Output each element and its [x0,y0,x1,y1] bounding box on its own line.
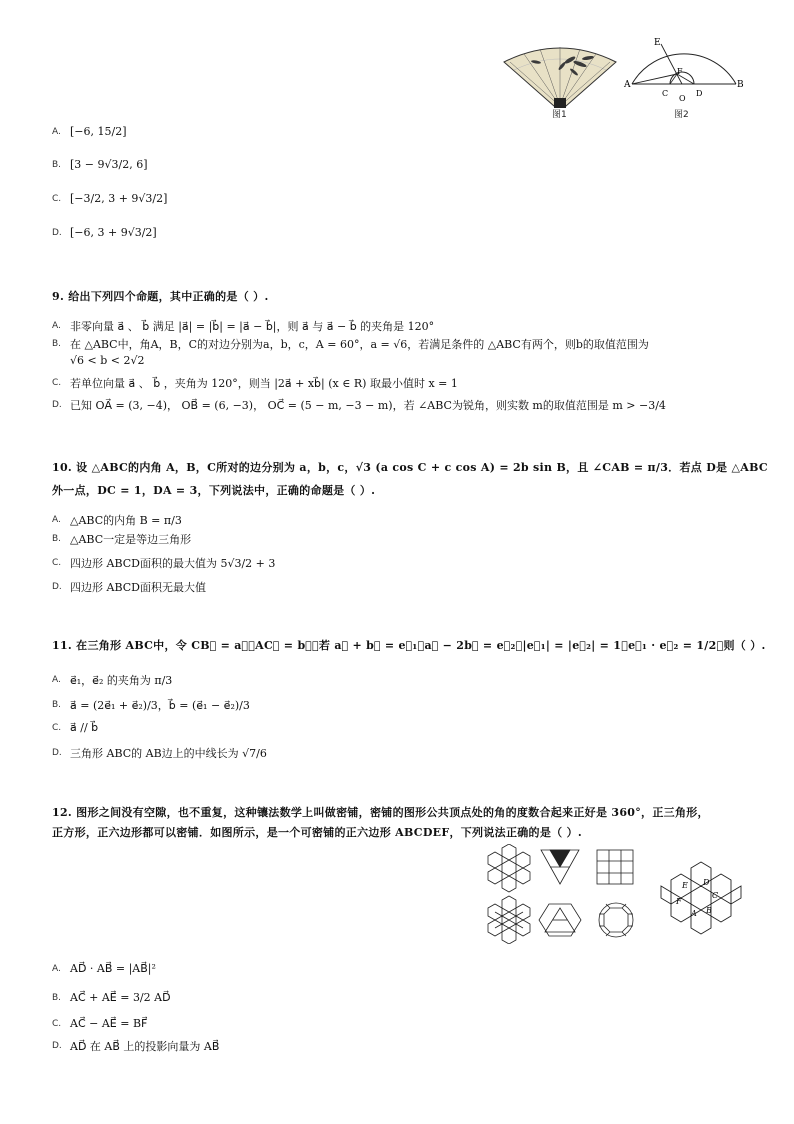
option-letter: C. [52,722,62,733]
option-letter: B. [52,159,62,170]
label-B: B [737,80,744,90]
option-text: [−6, 3 + 9√3/2] [70,226,157,239]
option-letter: A. [52,515,61,525]
option-text: △ABC一定是等边三角形 [70,533,192,546]
option-letter: A. [52,675,61,685]
option-text: AC⃗ − AE⃗ = BF⃗ [70,1017,148,1030]
q12-stem-line1: 12. 图形之间没有空隙，也不重复，这种镶法数学上叫做密铺，密铺的图形公共顶点处的角的度数合起来正好是 360°，正三角形， [52,806,709,819]
option-text: △ABC的内角 B = π/3 [70,514,182,527]
q9-option-b[interactable] [52,336,649,352]
label-O: O [679,94,686,103]
option-text: a⃗ = (2e⃗₁ + e⃗₂)/3，b⃗ = (e⃗₁ − e⃗₂)/3 [70,699,250,712]
q11-option-d[interactable] [52,745,267,761]
q10-option-b[interactable] [52,531,191,547]
option-text: 四边形 ABCD面积的最大值为 5√3/2 + 3 [70,557,276,570]
folding-fan-image [500,40,620,110]
option-letter: C. [52,193,62,204]
option-letter: A. [52,126,61,137]
q10-stem-line1: 10. 设 △ABC的内角 A，B，C所对的边分别为 a，b，c，√3 (a cos C + c cos A) = 2b sin B，且 ∠CAB = π/3．若点 D是 △ABC [52,461,768,474]
option-text: [−3/2, 3 + 9√3/2] [70,192,168,205]
q9-stem: 9. 给出下列四个命题，其中正确的是（ ）. [52,290,269,303]
option-letter: B. [52,700,62,710]
option-text: a⃗ // b⃗ [70,721,99,734]
q9-option-a[interactable] [52,318,434,334]
q11-stem: 11. 在三角形 ABC中，令 CB⃗ = a⃗，AC⃗ = b⃗，若 a⃗ + b⃗ = e⃗₁，a⃗ − 2b⃗ = e⃗₂，|e⃗₁| = |e⃗₂| = 1，e⃗₁ · e⃗₂ = 1/2，则（ ）. [52,639,766,652]
q12-option-d[interactable] [52,1038,219,1054]
q12-stem-line2: 正方形，正六边形都可以密铺．如图所示，是一个可密铺的正六边形 ABCDEF，下列说法正确的是（ ）. [52,826,583,839]
label-B: B [706,906,712,915]
sector-diagram [622,34,748,110]
option-text: √6 < b < 2√2 [70,354,145,367]
option-text: 若单位向量 a⃗ 、 b⃗ ，夹角为 120°，则当 |2a⃗ + xb⃗| (x ∈ R) 取最小值时 x = 1 [70,377,458,390]
fig2-caption: 图2 [674,110,689,120]
option-text: 四边形 ABCD面积无最大值 [70,581,206,594]
label-C: C [662,89,669,98]
option-letter: A. [52,963,61,974]
label-E: E [654,38,661,48]
q10-stem-line2: 外一点，DC = 1，DA = 3，下列说法中，正确的命题是（ ）. [52,484,376,497]
label-E: E [682,881,688,890]
q9-option-b-cont [70,354,144,367]
q10-option-a[interactable] [52,512,182,528]
q11-option-b[interactable] [52,697,250,713]
q9-option-d[interactable] [52,397,666,413]
option-letter: D. [52,582,62,592]
label-C: C [712,891,719,900]
fan-figure [500,40,620,110]
option-letter: B. [52,339,62,349]
option-text: [−6, 15/2] [70,125,127,138]
label-F: F [677,67,683,76]
option-text: 在 △ABC中，角A，B，C的对边分别为a，b，c，A = 60°，a = √6，若满足条件的 △ABC有两个，则b的取值范围为 [70,338,649,351]
option-letter: D. [52,1041,62,1051]
option-letter: A. [52,321,61,331]
label-D: D [696,89,703,98]
label-F: F [676,897,682,906]
q10-option-d[interactable] [52,579,206,595]
option-letter: D. [52,227,62,238]
tiling-patterns-figure [483,844,643,944]
option-letter: C. [52,1018,62,1029]
option-text: 三角形 ABC的 AB边上的中线长为 √7/6 [70,747,267,760]
option-text: AD⃗ · AB⃗ = |AB⃗|² [70,962,156,975]
q8-option-a[interactable] [52,125,127,138]
label-D: D [703,878,710,887]
hexagon-abcdef-figure [655,852,747,944]
q12-option-b[interactable] [52,991,171,1004]
label-A: A [624,80,631,90]
q8-option-b[interactable] [52,158,148,171]
option-letter: B. [52,534,62,544]
option-letter: C. [52,378,62,388]
option-letter: C. [52,558,62,568]
option-text: AD⃗ 在 AB⃗ 上的投影向量为 AB⃗ [70,1040,220,1053]
option-text: e⃗₁，e⃗₂ 的夹角为 π/3 [70,674,173,687]
option-text: AC⃗ + AE⃗ = 3/2 AD⃗ [70,991,171,1004]
option-text: 非零向量 a⃗ 、 b⃗ 满足 |a⃗| = |b⃗| = |a⃗ − b⃗|，则 a⃗ 与 a⃗ − b⃗ 的夹角是 120° [70,320,435,333]
q8-option-d[interactable] [52,226,157,239]
q9-option-c[interactable] [52,375,458,391]
option-letter: D. [52,400,62,410]
q8-option-c[interactable] [52,192,167,205]
q11-option-a[interactable] [52,672,172,688]
q12-option-c[interactable] [52,1017,147,1030]
option-letter: D. [52,748,62,758]
q12-option-a[interactable] [52,962,156,975]
q11-option-c[interactable] [52,721,98,734]
option-letter: B. [52,992,62,1003]
fig1-caption: 图1 [552,110,567,120]
q10-option-c[interactable] [52,555,275,571]
option-text: 已知 OA⃗ = (3, −4)， OB⃗ = (6, −3)， OC⃗ = (5 − m, −3 − m)，若 ∠ABC为锐角，则实数 m的取值范围是 m > −3/4 [70,399,666,412]
label-A: A [691,909,697,918]
option-text: [3 − 9√3/2, 6] [70,158,148,171]
